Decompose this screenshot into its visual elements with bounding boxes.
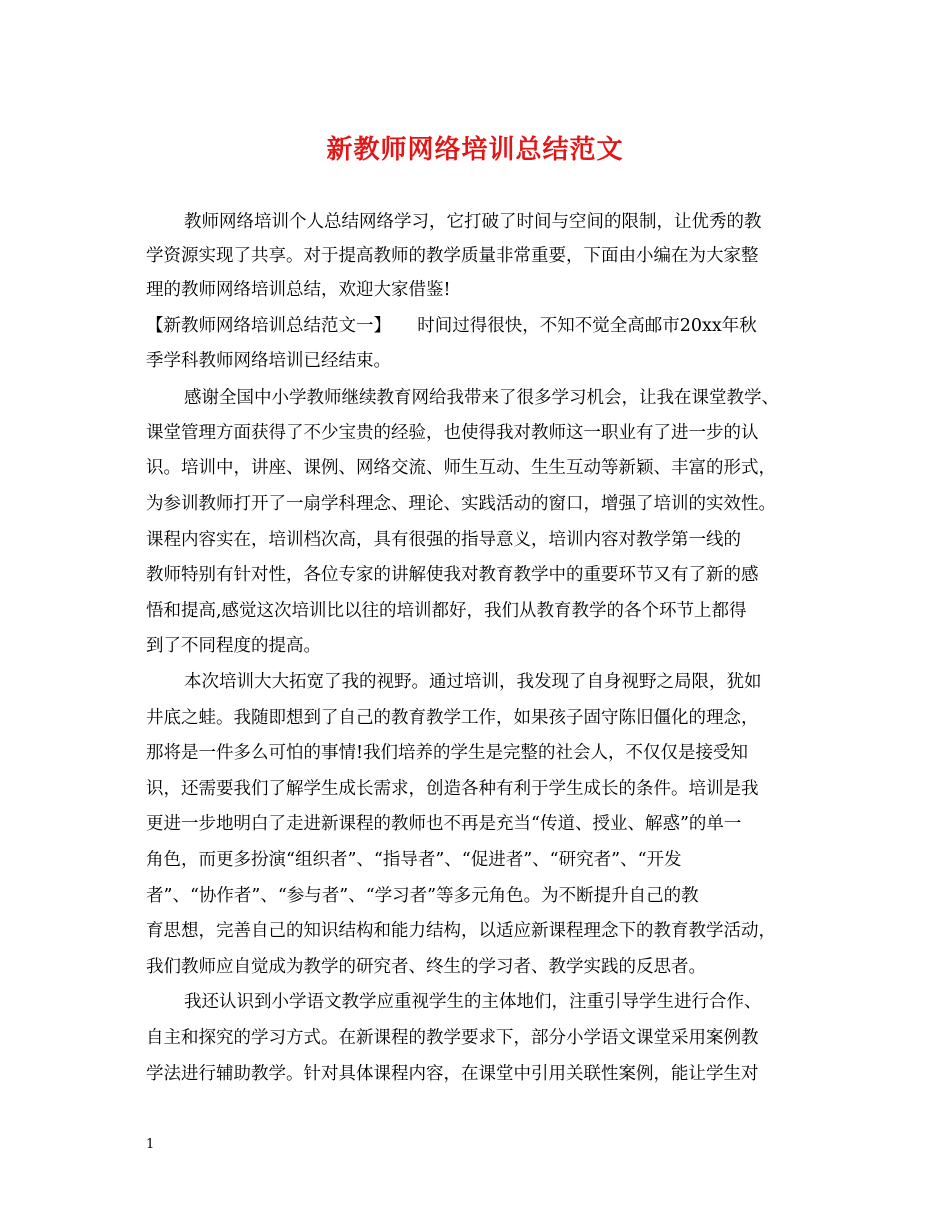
body-line: 育思想，完善自己的知识结构和能力结构，以适应新课程理念下的教育教学活动， [146,921,776,941]
body-line: 学资源实现了共享。对于提高教师的教学质量非常重要，下面由小编在为大家整 [146,246,759,266]
body-line: 识，还需要我们了解学生成长需求，创造各种有利于学生成长的条件。培训是我 [146,779,759,799]
body-line: 学法进行辅助教学。针对具体课程内容，在课堂中引用关联性案例，能让学生对 [146,1064,759,1084]
body-line: 课程内容实在，培训档次高，具有很强的指导意义，培训内容对教学第一线的 [146,530,741,550]
body-line: 教师特别有针对性，各位专家的讲解使我对教育教学中的重要环节又有了新的感 [146,565,759,585]
body-line: 那将是一件多么可怕的事情!我们培养的学生是完整的社会人，不仅仅是接受知 [146,743,749,763]
body-line: 理的教师网络培训总结，欢迎大家借鉴! [146,280,451,300]
body-line: 到了不同程度的提高。 [146,636,321,656]
body-line: 课堂管理方面获得了不少宝贵的经验，也使得我对教师这一职业有了进一步的认 [146,423,759,443]
body-line: 井底之蛙。我随即想到了自己的教育教学工作，如果孩子固守陈旧僵化的理念， [146,708,759,728]
body-line: 我们教师应自觉成为教学的研究者、终生的学习者、教学实践的反思者。 [146,957,706,977]
body-line: 季学科教师网络培训已经结束。 [146,351,391,371]
body-line: 【新教师网络培训总结范文一】 时间过得很快，不知不觉全高邮市20xx年秋 [146,316,757,336]
body-line: 自主和探究的学习方式。在新课程的教学要求下，部分小学语文课堂采用案例教 [146,1028,759,1048]
document-title: 新教师网络培训总结范文 [326,135,624,165]
body-line: 为参训教师打开了一扇学科理念、理论、实践活动的窗口，增强了培训的实效性。 [146,494,776,514]
page-number: 1 [146,1137,155,1152]
body-line: 者”、“协作者”、“参与者”、“学习者”等多元角色。为不断提升自己的教 [146,886,699,906]
body-line: 悟和提高,感觉这次培训比以往的培训都好，我们从教育教学的各个环节上都得 [146,601,747,621]
body-line: 角色，而更多扮演“组织者”、“指导者”、“促进者”、“研究者”、“开发 [146,850,682,870]
body-line: 我还认识到小学语文教学应重视学生的主体地们，注重引导学生进行合作、 [184,992,762,1012]
body-line: 教师网络培训个人总结网络学习，它打破了时间与空间的限制，让优秀的教 [184,212,762,232]
body-line: 本次培训大大拓宽了我的视野。通过培训，我发现了自身视野之局限，犹如 [184,672,762,692]
body-line: 感谢全国中小学教师继续教育网给我带来了很多学习机会，让我在课堂教学、 [184,388,779,408]
body-line: 识。培训中，讲座、课例、网络交流、师生互动、生生互动等新颖、丰富的形式， [146,458,776,478]
body-line: 更进一步地明白了走进新课程的教师也不再是充当“传道、授业、解惑”的单一 [146,814,742,834]
